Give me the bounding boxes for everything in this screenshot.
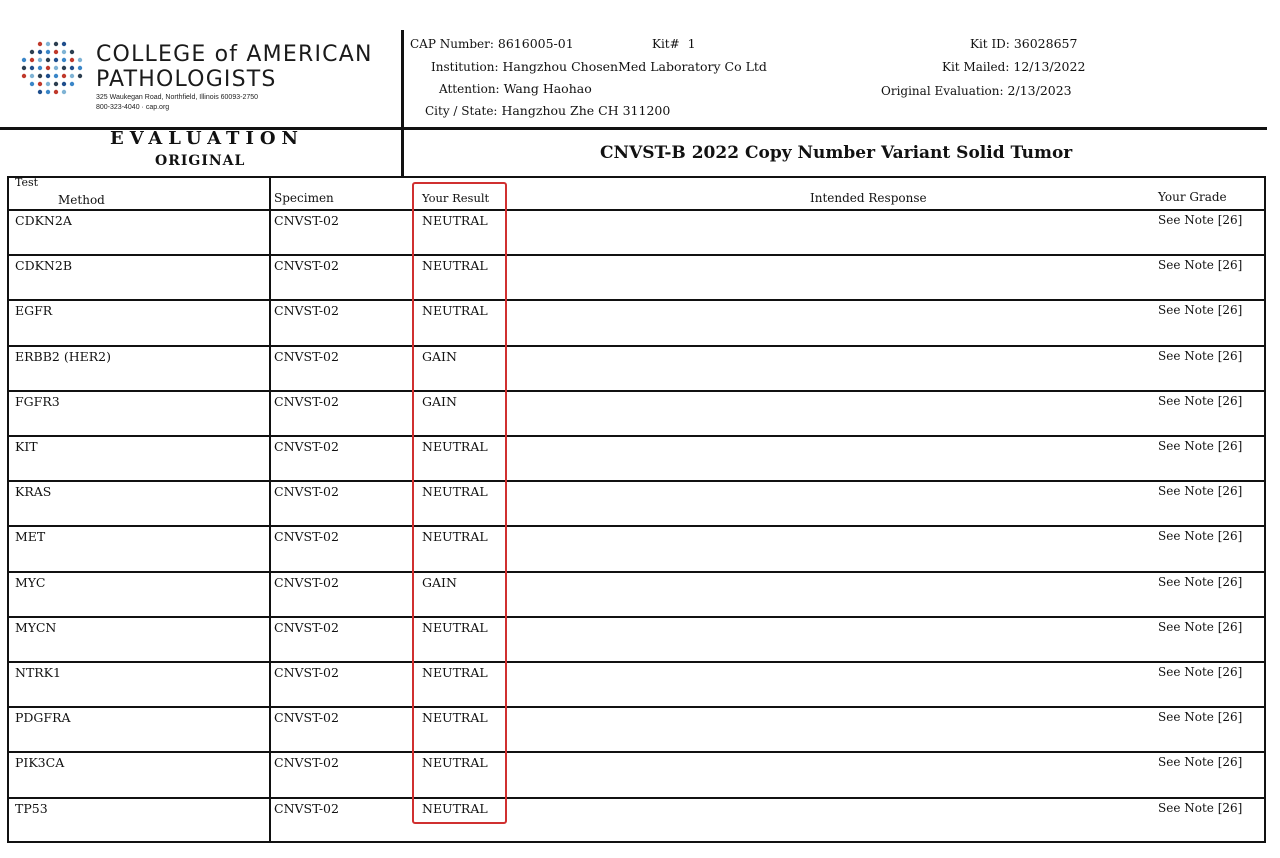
cell-specimen: CNVST-02 bbox=[274, 258, 339, 274]
cell-specimen: CNVST-02 bbox=[274, 665, 339, 680]
logo-dot bbox=[54, 82, 58, 86]
cell-your-result: NEUTRAL bbox=[422, 258, 488, 274]
row-divider bbox=[7, 480, 1266, 482]
header-method: Method bbox=[58, 193, 105, 207]
logo-dot bbox=[46, 50, 50, 54]
cell-test: ERBB2 (HER2) bbox=[15, 348, 111, 364]
logo-dot bbox=[70, 82, 74, 86]
logo-dot bbox=[70, 74, 74, 78]
logo-dot bbox=[30, 82, 34, 86]
cell-your-result: NEUTRAL bbox=[422, 303, 488, 319]
logo-dot bbox=[62, 58, 66, 62]
logo-dot bbox=[46, 90, 50, 94]
cell-your-grade: See Note [26] bbox=[1158, 710, 1243, 725]
cell-your-result: NEUTRAL bbox=[422, 439, 488, 454]
logo-dot bbox=[38, 50, 42, 54]
header-divider-vertical bbox=[401, 30, 404, 176]
kit-mailed-field: Kit Mailed: 12/13/2022 bbox=[942, 59, 1086, 74]
cell-your-result: NEUTRAL bbox=[422, 665, 488, 680]
header-your-grade: Your Grade bbox=[1158, 190, 1227, 204]
logo-dot bbox=[54, 58, 58, 62]
cell-your-result: GAIN bbox=[422, 348, 457, 364]
row-divider bbox=[7, 571, 1266, 573]
cell-specimen: CNVST-02 bbox=[274, 484, 339, 500]
logo-dot bbox=[54, 50, 58, 54]
row-divider bbox=[7, 706, 1266, 708]
cell-your-grade: See Note [26] bbox=[1158, 665, 1243, 679]
cell-specimen: CNVST-02 bbox=[274, 348, 339, 364]
cell-your-grade: See Note [26] bbox=[1158, 303, 1243, 318]
logo-dot bbox=[54, 66, 58, 70]
evaluation-title: EVALUATION bbox=[110, 128, 304, 149]
logo-dot bbox=[70, 66, 74, 70]
cell-your-grade: See Note [26] bbox=[1158, 348, 1243, 363]
program-title: CNVST-B 2022 Copy Number Variant Solid Tumor bbox=[600, 143, 1073, 163]
logo-dot bbox=[70, 58, 74, 62]
cell-specimen: CNVST-02 bbox=[274, 755, 339, 771]
cell-test: EGFR bbox=[15, 303, 53, 319]
row-divider bbox=[7, 661, 1266, 663]
logo-dot bbox=[78, 74, 82, 78]
cell-your-grade: See Note [26] bbox=[1158, 258, 1243, 273]
logo-dot bbox=[46, 42, 50, 46]
cell-your-grade: See Note [26] bbox=[1158, 529, 1243, 544]
header-specimen: Specimen bbox=[274, 191, 334, 205]
cell-test: TP53 bbox=[15, 800, 48, 816]
logo-dot bbox=[38, 90, 42, 94]
org-address: 325 Waukegan Road, Northfield, Illinois 60093-2750 800-323-4040 · cap.org bbox=[96, 94, 259, 111]
cell-your-result: GAIN bbox=[422, 393, 457, 409]
cell-test: PDGFRA bbox=[15, 710, 71, 726]
logo-dot bbox=[54, 74, 58, 78]
logo-dot bbox=[38, 42, 42, 46]
cell-test: CDKN2B bbox=[15, 258, 73, 274]
cap-number-field: CAP Number: 8616005-01 bbox=[410, 36, 574, 51]
cell-your-result: NEUTRAL bbox=[422, 529, 488, 545]
your-result-highlight-box bbox=[412, 182, 507, 824]
column-divider bbox=[269, 176, 271, 843]
header-row-divider bbox=[7, 209, 1266, 211]
cell-your-result: NEUTRAL bbox=[422, 484, 488, 500]
logo-dot bbox=[70, 50, 74, 54]
logo-dot bbox=[46, 58, 50, 62]
cell-test: MYCN bbox=[15, 619, 57, 635]
cell-your-grade: See Note [26] bbox=[1158, 213, 1243, 227]
header-your-result: Your Result bbox=[422, 191, 490, 205]
logo-dot bbox=[30, 74, 34, 78]
cell-specimen: CNVST-02 bbox=[274, 574, 339, 590]
cell-your-grade: See Note [26] bbox=[1158, 574, 1243, 589]
cell-specimen: CNVST-02 bbox=[274, 393, 339, 409]
institution-field: Institution: Hangzhou ChosenMed Laboratory Co Ltd bbox=[431, 59, 767, 74]
cap-logo-icon bbox=[18, 36, 86, 100]
row-divider bbox=[7, 435, 1266, 437]
cell-specimen: CNVST-02 bbox=[274, 710, 339, 726]
row-divider bbox=[7, 254, 1266, 256]
cell-your-grade: See Note [26] bbox=[1158, 619, 1243, 634]
logo-dot bbox=[38, 74, 42, 78]
cell-your-grade: See Note [26] bbox=[1158, 755, 1243, 770]
cell-your-grade: See Note [26] bbox=[1158, 484, 1243, 499]
kit-id-field: Kit ID: 36028657 bbox=[970, 36, 1078, 51]
logo-dot bbox=[78, 58, 82, 62]
row-divider bbox=[7, 345, 1266, 347]
logo-dot bbox=[38, 58, 42, 62]
logo-dot bbox=[22, 66, 26, 70]
logo-dot bbox=[38, 82, 42, 86]
attention-field: Attention: Wang Haohao bbox=[439, 81, 592, 96]
cell-specimen: CNVST-02 bbox=[274, 619, 339, 635]
row-divider bbox=[7, 797, 1266, 799]
row-divider bbox=[7, 525, 1266, 527]
kit-number-field: Kit# 1 bbox=[652, 36, 696, 51]
org-name: COLLEGE of AMERICAN PATHOLOGISTS bbox=[96, 42, 373, 92]
logo-dot bbox=[46, 66, 50, 70]
city-state-field: City / State: Hangzhou Zhe CH 311200 bbox=[425, 103, 671, 118]
cell-specimen: CNVST-02 bbox=[274, 529, 339, 545]
cell-test: KIT bbox=[15, 439, 38, 454]
cell-test: FGFR3 bbox=[15, 393, 60, 409]
results-table bbox=[7, 176, 1266, 843]
logo-dot bbox=[62, 90, 66, 94]
cell-test: NTRK1 bbox=[15, 665, 61, 680]
logo-dot bbox=[22, 58, 26, 62]
logo-dot bbox=[62, 66, 66, 70]
row-divider bbox=[7, 616, 1266, 618]
logo-dot bbox=[30, 66, 34, 70]
logo-dot bbox=[46, 74, 50, 78]
logo-dot bbox=[54, 42, 58, 46]
cell-specimen: CNVST-02 bbox=[274, 800, 339, 816]
cell-test: MYC bbox=[15, 574, 46, 590]
row-divider bbox=[7, 751, 1266, 753]
row-divider bbox=[7, 390, 1266, 392]
cell-your-result: NEUTRAL bbox=[422, 619, 488, 635]
cell-your-result: GAIN bbox=[422, 574, 457, 590]
logo-dot bbox=[22, 74, 26, 78]
cell-your-result: NEUTRAL bbox=[422, 800, 488, 816]
logo-dot bbox=[62, 82, 66, 86]
logo-dot bbox=[30, 58, 34, 62]
cell-specimen: CNVST-02 bbox=[274, 439, 339, 454]
cell-test: KRAS bbox=[15, 484, 52, 500]
logo-dot bbox=[78, 66, 82, 70]
cell-your-grade: See Note [26] bbox=[1158, 393, 1243, 408]
cell-test: MET bbox=[15, 529, 46, 545]
header-intended-response: Intended Response bbox=[810, 191, 927, 205]
cell-specimen: CNVST-02 bbox=[274, 303, 339, 319]
logo-dot bbox=[62, 74, 66, 78]
cell-test: PIK3CA bbox=[15, 755, 65, 771]
logo-dot bbox=[62, 50, 66, 54]
cell-your-grade: See Note [26] bbox=[1158, 439, 1243, 453]
evaluation-subtitle: ORIGINAL bbox=[155, 153, 246, 169]
header-test: Test bbox=[15, 176, 39, 189]
cell-test: CDKN2A bbox=[15, 213, 72, 228]
cell-your-grade: See Note [26] bbox=[1158, 800, 1243, 815]
cell-your-result: NEUTRAL bbox=[422, 710, 488, 726]
logo-dot bbox=[30, 50, 34, 54]
cell-your-result: NEUTRAL bbox=[422, 755, 488, 771]
logo-dot bbox=[46, 82, 50, 86]
original-evaluation-field: Original Evaluation: 2/13/2023 bbox=[881, 83, 1072, 98]
cell-specimen: CNVST-02 bbox=[274, 213, 339, 228]
logo-dot bbox=[38, 66, 42, 70]
row-divider bbox=[7, 299, 1266, 301]
logo-dot bbox=[62, 42, 66, 46]
cell-your-result: NEUTRAL bbox=[422, 213, 488, 228]
logo-dot bbox=[54, 90, 58, 94]
